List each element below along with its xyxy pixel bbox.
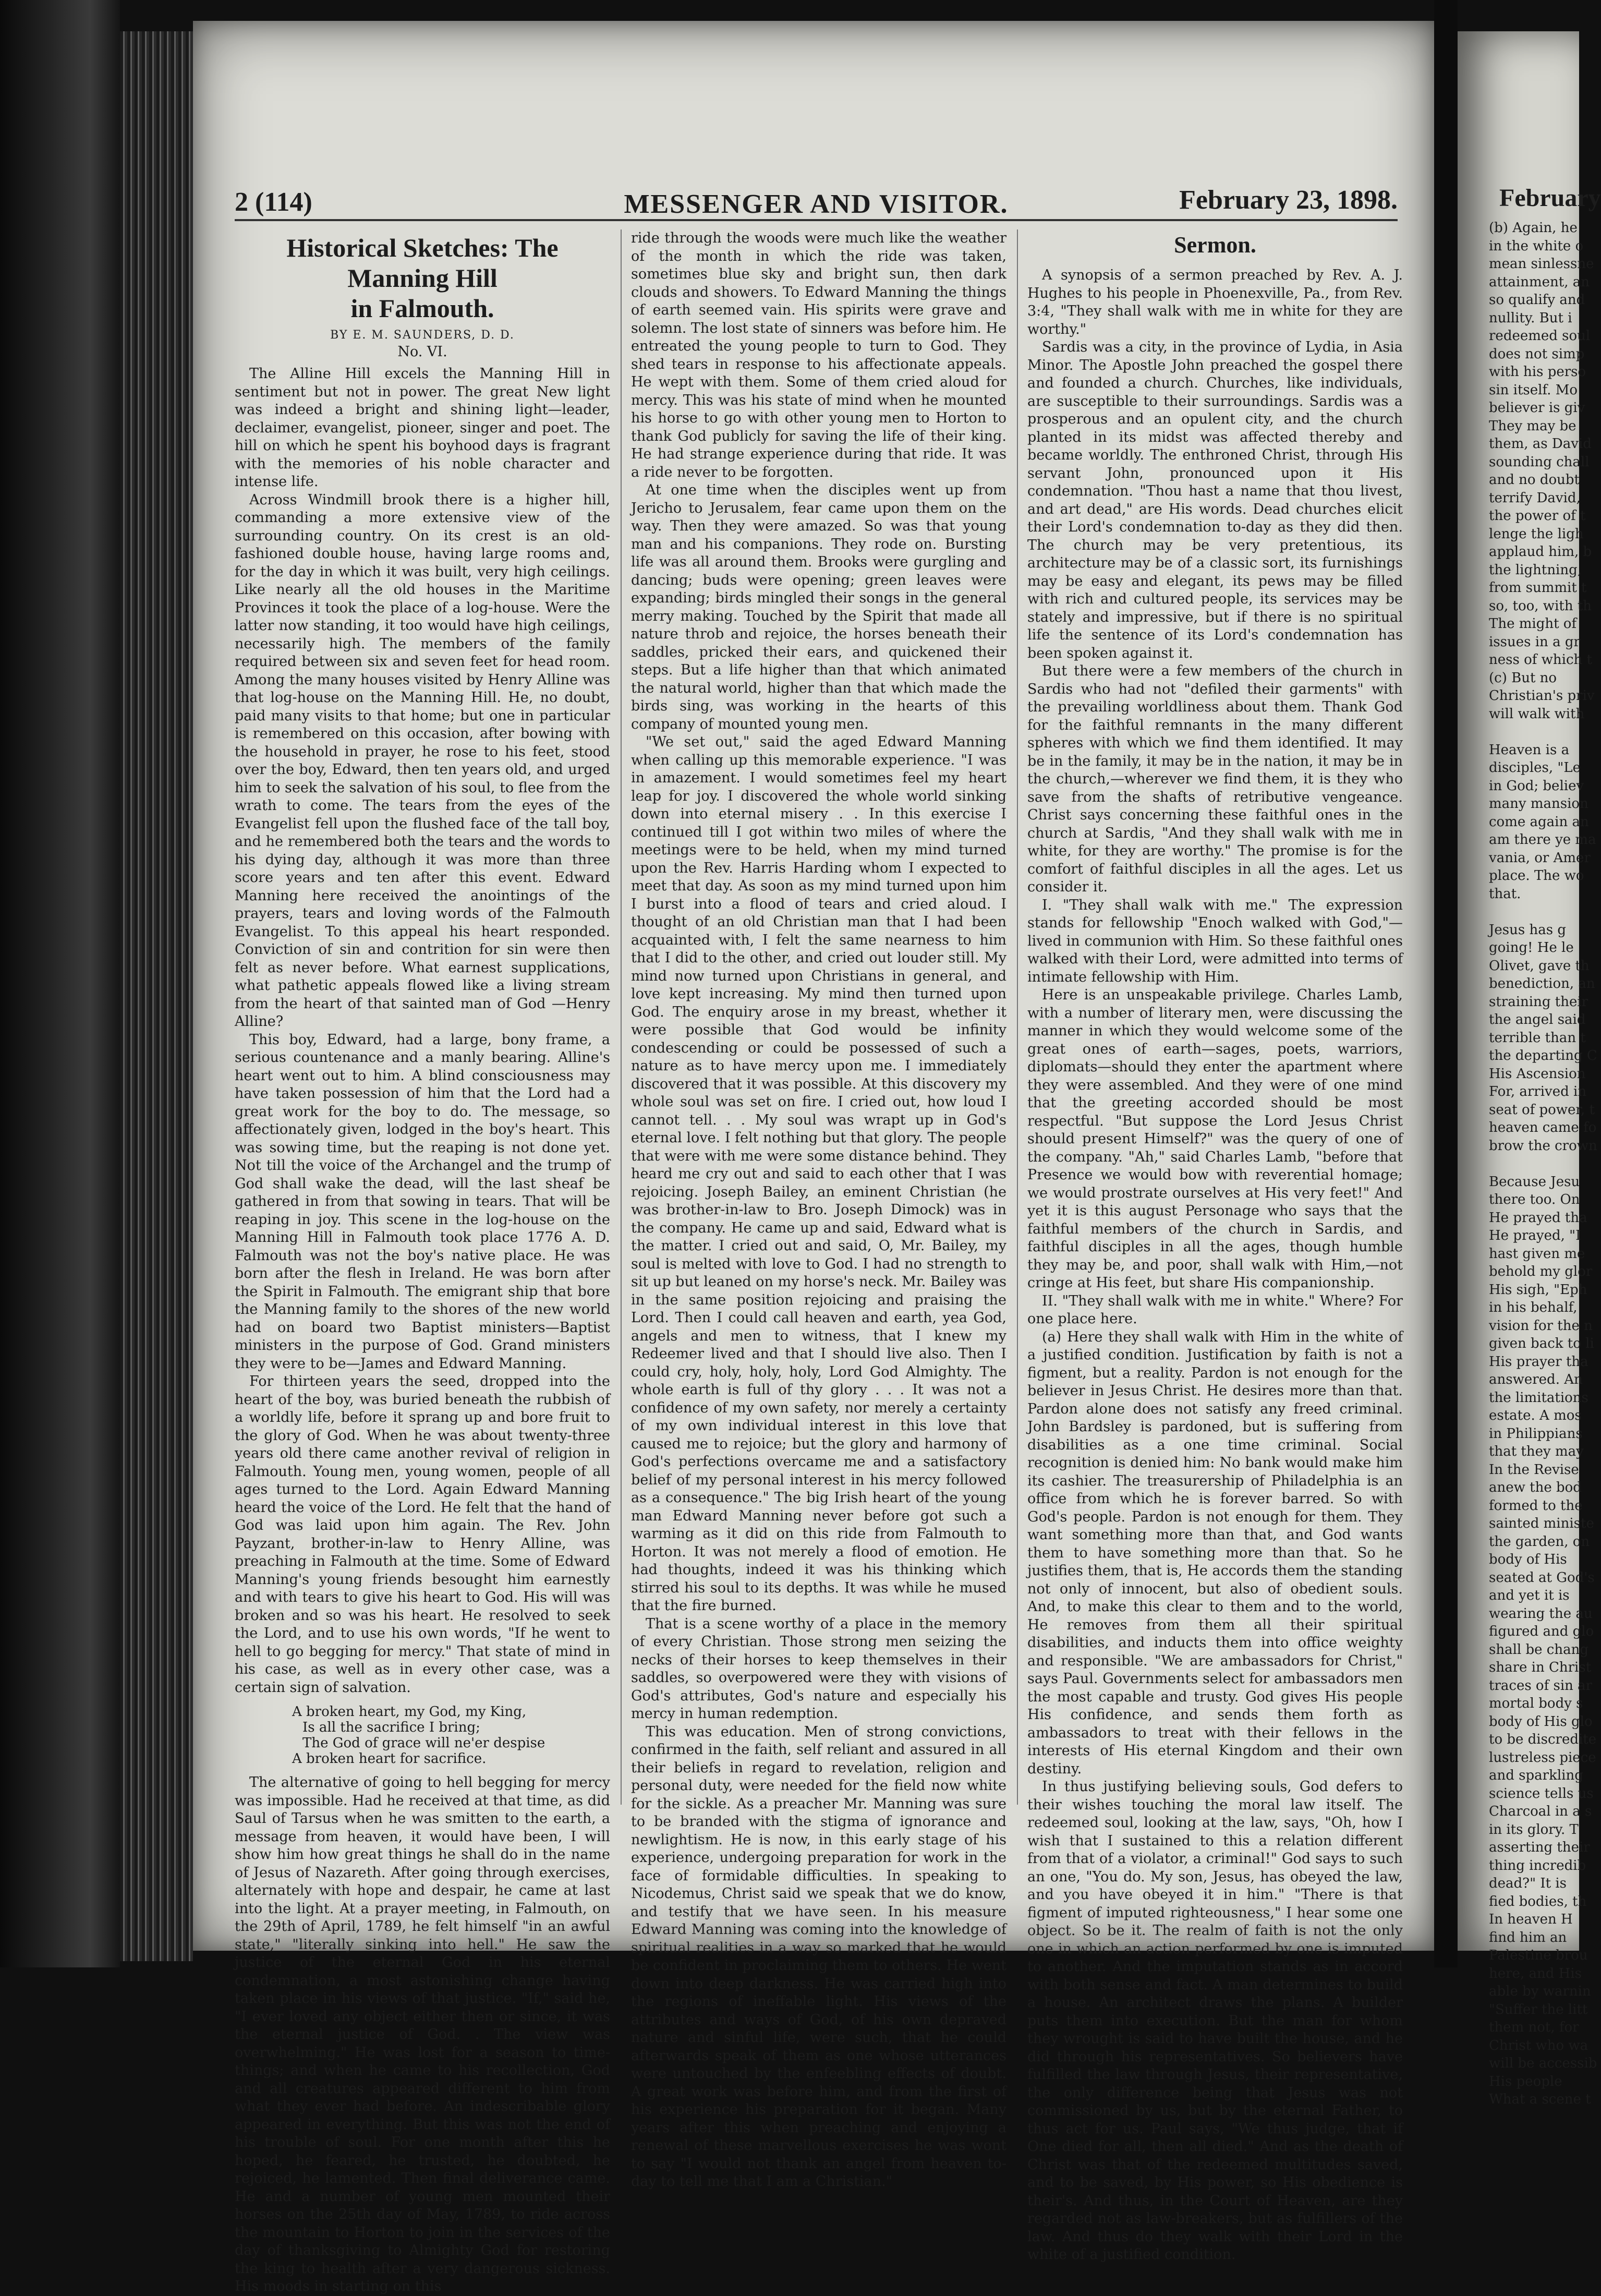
adjacent-page-line: lustreless piece	[1489, 1749, 1596, 1766]
adjacent-page-line: am there ye ma	[1489, 832, 1596, 848]
adjacent-page-line: vania, or Amer	[1489, 850, 1591, 866]
paragraph: Sardis was a city, in the province of Lydia, in Asia Minor. The Apostle John preached the gospel there and founded a church. Churches, like individuals, are susceptible to their surroundings. Sardis was a prosperous and an opulent city, and the church planted in its midst was affected thereby and became worldly. The enthroned Christ, through His servant John, pronounced upon it His condemnation. "Thou hast a name that thou livest, and art dead," are His words. Dead churches elicit their Lord's condemnation to-day as they did then. The church may be very pretentious, its architecture may be of a classic sort, its furnishings may be easy and elegant, its pews may be filled with rich and cultured people, its services may be stately and impressive, but if there is no spiritual life the sentence of its Lord's condemnation has been spoken against it.	[1027, 339, 1403, 661]
adjacent-page-line: body of His	[1489, 1552, 1567, 1567]
verse-line: Is all the sacrifice I bring;	[302, 1720, 480, 1735]
page-header	[235, 177, 1398, 224]
adjacent-page-line: His Ascension	[1489, 1066, 1586, 1082]
book-gutter	[0, 0, 120, 1967]
adjacent-page-header: February	[1499, 184, 1601, 212]
adjacent-page-column	[1489, 219, 1597, 2109]
adjacent-page-line: He prayed tha	[1489, 1210, 1587, 1226]
adjacent-page-line: mean sinlessne	[1489, 256, 1594, 272]
adjacent-page-line: ness of which t	[1489, 652, 1592, 668]
adjacent-page-line: answered. An	[1489, 1372, 1583, 1387]
article-title	[235, 233, 610, 323]
paragraph: Here is an unspeakable privilege. Charles Lamb, with a number of literary men, were discussing the manner in which they would welcome some of the great ones of earth—sages, poets, warriors, diplomats—should they enter the apartment where they were assembled. And they were of one mind that the greeting accorded should be most respectful. "But suppose the Lord Jesus Christ should present Himself?" was the query of one of the company. "Ah," said Charles Lamb, "before that Presence we would bow with reverential homage; we would prostrate ourselves at His very feet!" And yet it is this august Personage who says that the faithful members of the church in Sardis, and faithful disciples in all the ages, though humble they may be, and poor, shall walk with Him,—not cringe at His feet, but share His companionship.	[1027, 987, 1403, 1291]
article-title-line: Historical Sketches: The Manning Hill	[286, 233, 559, 293]
adjacent-page-line: Charcoal in a s	[1489, 1804, 1592, 1819]
adjacent-page-line: His prayer tha	[1489, 1354, 1588, 1370]
adjacent-page-line: sainted ministe	[1489, 1516, 1594, 1531]
adjacent-page-line: sin itself. Mo	[1489, 382, 1578, 398]
adjacent-page-line: the power of t	[1489, 508, 1586, 524]
adjacent-page-line: in God; believ	[1489, 778, 1584, 794]
adjacent-page-line: lenge the ligh	[1489, 526, 1584, 542]
adjacent-page-line: that.	[1489, 886, 1521, 902]
verse-line: A broken heart, my God, my King,	[292, 1704, 527, 1720]
adjacent-page-line: the garden, on	[1489, 1533, 1590, 1550]
adjacent-page-line: asserting their	[1489, 1840, 1590, 1855]
adjacent-page-line: Christian's priv	[1489, 688, 1595, 704]
adjacent-page-line	[1489, 903, 1580, 921]
adjacent-page-line: able by warnin	[1489, 1984, 1591, 1999]
adjacent-page-line: What a scene t	[1489, 2092, 1591, 2107]
adjacent-page-line: His sigh, "Eph	[1489, 1282, 1587, 1298]
hymn-verse	[292, 1704, 610, 1767]
adjacent-page-line: disciples, "Le	[1489, 760, 1581, 776]
paragraph: In thus justifying believing souls, God defers to their wishes touching the moral law itself. The redeemed soul, looking at the law, says, "Oh, how I wish that I sustained to this a relation different from that of a violator, a criminal!" God says to such an one, "You do. My son, Jesus, has obeyed the law, and you have obeyed it in him." "There is that figment of imputed righteousness," I hear some one object. So be it. The realm of faith is not the only one in which an action performed by one is imputed to another. And the imputation stands as in accord with both sense and fact. A man determines to build a house. An architect draws the plans. A builder puts them into execution. But the man for whom they wrought is said to have built the house, and he did through his representatives. So believers have fulfilled the law through Jesus, their representative, the only difference being that Jesus was not commissioned by us, but by the eternal Father, to thus act for us. Paul says, "We thus judge, that if One died for all, then all died." And as the death of Christ was that of the redeemed multitudes saved, and to be saved, by His power, so His obedience is their's. And thus, in the Court of Heaven, are they regarded not as law-breakers, but as fulfillers of the law. And thus do they walk with their Lord in the white of a justified condition.	[1027, 1779, 1403, 2263]
paragraph: But there were a few members of the church in Sardis who had not "defiled their garments" with the prevailing worldliness about them. Thank God for the faithful remnants in the many different spheres with which we find them identified. It may be in the family, it may be in the nation, it may be in the church,—wherever we find them, it is they who save from the shafts of retributive vengeance. Christ says concerning these faithful ones in the church at Sardis, "And they shall walk with me in white, for they are worthy." The promise is for the comfort of faithful disciples in all the ages. Let us consider it.	[1027, 663, 1403, 895]
adjacent-page-line: Palestine brou	[1489, 1948, 1588, 1963]
adjacent-page-line: shall be chang	[1489, 1641, 1588, 1658]
adjacent-page-line: given back to li	[1489, 1336, 1594, 1351]
adjacent-page-line: mortal body s	[1489, 1696, 1583, 1711]
column-3	[1027, 229, 1403, 2263]
adjacent-page-line: believer is giv	[1489, 400, 1585, 416]
adjacent-page-line: here, and His	[1489, 1965, 1582, 1981]
paragraph: (a) Here they shall walk with Him in the white of a justified condition. Justification by faith is not a figment, but a reality. Pardon is not enough for the believer in Jesus Christ. He desires more than that. Pardon alone does not satisfy any freed criminal. John Bardsley is pardoned, but is suffering from disabilities as a one time criminal. Social recognition is denied him: No bank would make him its cashier. The treasurership of Philadelphia is an office from which he is forever barred. So with God's people. Pardon is not enough for them. They want something more than that, and God wants them to have something more than that. So he justifies them, that is, He accords them the standing not only of innocent, but also of obedient souls. And, to make this clear to them and to the world, He removes from them all their spiritual disabilities, and inducts them into office weighty and responsible. "We are ambassadors for Christ," says Paul. Governments select for ambassadors men the most capable and trusty. God gives His people His confidence, and sends them forth as ambassadors to treat with their fellows in the interests of His eternal Kingdom and their own destiny.	[1027, 1328, 1403, 1777]
adjacent-page-line: (b) Again, he	[1489, 220, 1578, 236]
masthead-title: MESSENGER AND VISITOR.	[624, 189, 1009, 219]
adjacent-page-line: the departing C	[1489, 1048, 1597, 1064]
adjacent-page-line: terrible than t	[1489, 1030, 1586, 1046]
adjacent-page-line: brow the crown	[1489, 1138, 1597, 1154]
adjacent-page-line: terrify David,	[1489, 490, 1581, 506]
adjacent-page-line: the angel said	[1489, 1012, 1586, 1028]
adjacent-page-line: Because Jesu	[1489, 1174, 1580, 1190]
adjacent-page-line: and sparkling	[1489, 1768, 1583, 1783]
adjacent-page-line: place. The wo	[1489, 868, 1584, 884]
adjacent-page-line: dead?" It is	[1489, 1876, 1567, 1891]
adjacent-page-line: in his behalf,	[1489, 1300, 1578, 1315]
adjacent-page-line: in its glory. T	[1489, 1821, 1579, 1838]
adjacent-page-line: heaven came fo	[1489, 1120, 1597, 1135]
adjacent-page-line	[1489, 723, 1580, 741]
page-number: 2 (114)	[235, 187, 312, 217]
adjacent-page-line: so qualify and	[1489, 292, 1585, 308]
adjacent-page-line: many mansion	[1489, 796, 1588, 812]
adjacent-page-line: behold my glor	[1489, 1264, 1593, 1279]
adjacent-page-line: fied bodies, th	[1489, 1893, 1587, 1910]
adjacent-page-line: hast given me	[1489, 1246, 1585, 1262]
sermon-title: Sermon.	[1174, 232, 1256, 258]
paragraph: The Alline Hill excels the Manning Hill in sentiment but not in power. The great New light was indeed a bright and shining light—leader, declaimer, evangelist, pioneer, singer and poet. The hill on which he spent his boyhood days is fragrant with the memories of his noble character and intense life.	[235, 366, 610, 490]
article-title-line: in Falmouth.	[350, 294, 494, 323]
adjacent-page-line: and no doubt	[1489, 472, 1580, 488]
column-2	[631, 229, 1006, 2190]
paragraph: A synopsis of a sermon preached by Rev. A. J. Hughes to his people in Phoenexville, Pa., from Rev. 3:4, "They shall walk with me in white for they are worthy."	[1027, 267, 1403, 337]
adjacent-page-line: nullity. But i	[1489, 310, 1572, 326]
adjacent-page	[1458, 31, 1601, 2107]
adjacent-page-line: come again an	[1489, 814, 1589, 830]
adjacent-page-line: For, arrived in	[1489, 1084, 1587, 1099]
adjacent-page-line: will walk with	[1489, 706, 1585, 722]
adjacent-page-line: vision for the n	[1489, 1318, 1593, 1334]
column-1	[235, 229, 610, 2294]
adjacent-page-line: them not, for	[1489, 2020, 1579, 2035]
adjacent-page-line: formed to the	[1489, 1497, 1583, 1514]
adjacent-page-line: the lightning,	[1489, 562, 1582, 578]
adjacent-page-line: Christ who wa	[1489, 2037, 1588, 2053]
adjacent-page-line: They may be	[1489, 418, 1576, 434]
adjacent-page-line: going! He le	[1489, 940, 1574, 956]
verse-line: A broken heart for sacrifice.	[292, 1751, 487, 1767]
adjacent-page-line: so, too, with th	[1489, 598, 1592, 614]
verse-line: The God of grace will ne'er despise	[302, 1735, 545, 1751]
article-part: No. VI.	[397, 344, 447, 360]
adjacent-page-line: In the Revise	[1489, 1461, 1579, 1478]
adjacent-page-line: the limitations	[1489, 1389, 1588, 1406]
adjacent-page-line: science tells us	[1489, 1785, 1594, 1802]
adjacent-page-line: that they may	[1489, 1444, 1584, 1459]
adjacent-page-line: The might of	[1489, 616, 1577, 632]
header-rule	[235, 219, 1398, 221]
adjacent-page-line: straining their	[1489, 994, 1588, 1010]
paragraph: I. "They shall walk with me." The expression stands for fellowship "Enoch walked with God,"—lived in communion with Him. So these faithful ones walked with their Lord, were admitted into terms of intimate fellowship with Him.	[1027, 897, 1403, 985]
adjacent-page-line: seated at God's	[1489, 1569, 1595, 1586]
paragraph: At one time when the disciples went up from Jericho to Jerusalem, fear came upon them on the way. Then they were amazed. So was that young man and his companions. They rode on. Bursting life was all around them. Brooks were gurgling and dancing; buds were opening; green leaves were expanding; birds mingled their songs in the general merry making. Touched by the Spirit that made all nature throb and rejoice, the horses beneath their saddles, pricked their ears, and quickened their steps. But a life higher than that which animated the natural world, higher than that which made the birds sing, was working in the hearts of this company of mounted young men.	[631, 482, 1006, 732]
adjacent-page-line: and yet it is	[1489, 1588, 1570, 1603]
column-divider	[621, 229, 622, 1805]
adjacent-page-line: to be discredite	[1489, 1732, 1597, 1747]
adjacent-page-line: wearing the au	[1489, 1605, 1593, 1622]
adjacent-page-line: does not simp	[1489, 346, 1585, 362]
adjacent-page-line: find him an	[1489, 1929, 1567, 1945]
adjacent-page-line: Heaven is a	[1489, 742, 1570, 758]
adjacent-page-line: redeemed soul	[1489, 328, 1591, 344]
adjacent-page-line: traces of sin ar	[1489, 1677, 1593, 1694]
paragraph: The alternative of going to hell begging for mercy was impossible. Had he received at that time, as did Saul of Tarsus when he was smitten to the earth, a message from heaven, it would have been, I will show him how great things he shall do in the name of Jesus of Nazareth. After going through exercises, alternately with hope and despair, he came at last into the light. At a prayer meeting, in Falmouth, on the 29th of April, 1789, he felt himself "in an awful state," "literally sinking into hell." He saw the justice of the eternal God in his eternal condemnation, a most astonishing change having taken place in his views of that justice. "If," said he, "I ever loved any object either then or since, it was the eternal justice of God. . The view was overwhelming." He was lost for a season to time-things; and when he came to his recollection, God and all creatures appeared different to him from what they ever had before. An indescribable glory appeared in everything. But this was not the end of his trouble of soul. For one month after this he hoped, he feared, he trusted, he doubted, he rejoiced, he lamented. Then final deliverance came. He and a number of young men mounted their horses on the 25th day of May, 1789, to ride across the mountain to Horton to join in the services of the day of thanksgiving to Almighty God for restoring the king to health after a very dangerous sickness. His moods in starting on this	[235, 1774, 610, 2294]
adjacent-page-line: figured and glo	[1489, 1624, 1594, 1639]
adjacent-page-line: with his perso	[1489, 364, 1586, 380]
adjacent-page-line: He prayed, "I	[1489, 1228, 1581, 1243]
adjacent-page-line: thing incredib	[1489, 1857, 1586, 1874]
adjacent-page-line: in the white o	[1489, 238, 1584, 254]
adjacent-page-line: applaud him, b	[1489, 544, 1592, 560]
adjacent-page-line: Jesus has g	[1489, 922, 1567, 938]
column-divider	[1017, 229, 1018, 1805]
adjacent-page-line: seat of power, t	[1489, 1102, 1595, 1118]
paragraph: "We set out," said the aged Edward Manning when calling up this memorable experience. "I was in amazement. I would sometimes feel my heart leap for joy. I discovered the whole world sinking down into eternal misery . . In this exercise I continued till I got within two miles of where the meetings were to be held, when my mind turned upon the Rev. Harris Harding whom I expected to meet that day. As soon as my mind turned upon him I burst into a flood of tears and cried aloud. I thought of an old Christian man that I had been acquainted with, I felt the same nearness to him that I did to the other, and cried out louder still. My mind now turned upon Christians in general, and love kept increasing. My mind then turned upon God. The enquiry arose in my breast, whether it were possible that God would be infinity condescending or could be possessed of such a nature as to have mercy upon me. I immediately discovered that it was possible. At this discovery my whole soul was set on fire. I cried out, how loud I cannot tell. . . My soul was wrapt up in God's eternal love. I felt nothing but that glory. The people that were with me were some distance behind. They heard me cry out and said to each other that I was rejoicing. Joseph Bailey, an eminent Christian (he was brother-in-law to Bro. Joseph Dimock) was in the company. He came up and said, Edward what is the matter. I cried out and said, O, Mr. Bailey, my soul is melted with love to God. I had no strength to sit up but leaned on my horse's neck. Mr. Bailey was in the same position rejoicing and praising the Lord. Then I could call heaven and earth, yea God, angels and men to witness, that I knew my Redeemer lived and that I should live also. Then I could cry, holy, holy, holy, Lord God Almighty. The whole earth is full of thy glory . . . It was not a confidence of my own safety, nor merely a certainty of my own individual interest in this love that caused me to rejoice; but the glory and harmony of God's perfections overcame me and a satisfactory belief of my personal interest in his mercy followed as a consequence." The big Irish heart of the young man Edward Manning never before got such a warming as it did on this ride from Falmouth to Horton. It was not merely a flood of emotion. He had thoughts, indeed it was his thinking which stirred his soul to its depths. It was while he mused that the fire burned.	[631, 734, 1006, 1614]
adjacent-page-line: will be accessib	[1489, 2056, 1597, 2071]
paragraph: That is a scene worthy of a place in the memory of every Christian. Those strong men seizing the necks of their horses to keep themselves in their saddles, so overpowered were they with visions of God's attributes, God's nature and especially his mercy in human redemption.	[631, 1615, 1006, 1722]
adjacent-page-line: Olivet, gave th	[1489, 958, 1590, 974]
paragraph: Across Windmill brook there is a higher hill, commanding a more extensive view of the surrounding country. On its crest is an old-fashioned double house, having large rooms and, for the day in which it was built, very high ceilings. Like nearly all the old houses in the Maritime Provinces it took the place of a log-house. Were the latter now standing, it too would have high ceilings, necessarily high. The members of the family required between six and seven feet for head room. Among the many houses visited by Henry Alline was that log-house on the Manning Hill. He, no doubt, paid many visits to that home; but one in particular is remembered on this occasion, after bowing with the household in prayer, he rose to his feet, stood over the boy, Edward, then ten years old, and urged him to seek the salvation of his soul, to flee from the wrath to come. The tears from the eyes of the Evangelist fell upon the flushed face of the tall boy, and he remembered both the tears and the words to his dying day, although it was more than three score years and ten after this event. Edward Manning here received the anointings of the prayers, tears and loving words of the Falmouth Evangelist. To this appeal his heart responded. Conviction of sin and contrition for sin were then felt as never before. What earnest supplications, what pathetic appeals flowed like a living stream from the heart of that sainted man of God —Henry Alline?	[235, 491, 610, 1030]
adjacent-page-line: there too. On	[1489, 1192, 1580, 1207]
newspaper-page	[193, 21, 1434, 2294]
adjacent-page-line: them, as David	[1489, 436, 1592, 452]
article-byline: BY E. M. SAUNDERS, D. D.	[330, 329, 515, 342]
paragraph: II. "They shall walk with me in white." Where? For one place here.	[1027, 1292, 1403, 1327]
paragraph: This was education. Men of strong convictions, confirmed in the faith, self reliant and assured in all their beliefs in regard to revelation, religion and personal duty, were needed for the field now white for the sickle. As a preacher Mr. Manning was sure to be branded with the stigma of ignorance and newlightism. He is now, in this early stage of his experience, undergoing preparation for work in the face of formidable difficulties. In speaking to Nicodemus, Christ said we speak that we do know, and testify that we have seen. In his measure Edward Manning was coming into the knowledge of spiritual realities in a way so marked that he would be confident in proclaiming them to others. He went down into deep darkness. He was carried high into the regions of ineffable light. His views of the attributes and ways of God, of his own depraved nature and sinful life, were such, that he could afterwards speak of them as one whose utterances were untouched by the enfeebling effects of doubt. A great work was before him, and from the first of his experience his preparation for it began. Many years after this when preaching and enjoying a renewal of these marvellous exercises he was wont to say "I would not thank an angel from heaven to-day to tell me that I am a Christian."	[631, 1723, 1006, 2190]
adjacent-page-line: sounding chall	[1489, 454, 1590, 470]
adjacent-page-line: His people	[1489, 2073, 1562, 2089]
adjacent-page-line: body of His glo	[1489, 1713, 1593, 1730]
paragraph: For thirteen years the seed, dropped into the heart of the boy, was buried beneath the rubbish of a worldly life, before it sprang up and bore fruit to the glory of God. When he was about twenty-three years old there came another revival of religion in Falmouth. Young men, young women, people of all ages turned to the Lord. Again Edward Manning heard the voice of the Lord. He felt that the hand of God was laid upon him again. The Rev. John Payzant, brother-in-law to Henry Alline, was preaching in Falmouth at the time. Some of Edward Manning's young friends besought him earnestly and with tears to give his heart to God. His will was broken and so was his heart. He resolved to seek the Lord, and to use his own words, "If he went to hell to go begging for mercy." That state of mind in his case, as well as in every other case, was a certain sign of salvation.	[235, 1373, 610, 1696]
paragraph: ride through the woods were much like the weather of the month in which the ride was taken, sometimes blue sky and bright sun, then dark clouds and showers. To Edward Manning the things of earth seemed vain. His spirits were grave and solemn. The lost state of sinners was before him. He entreated the young people to turn to God. They shed tears in response to his affectionate appeals. He wept with them. Some of them cried aloud for mercy. This was his state of mind when he mounted his horse to go with other young men to Horton to thank God publicly for saving the life of their king. He had strange experience during that ride. It was a ride never to be forgotten.	[631, 230, 1006, 480]
adjacent-page-line	[1489, 1155, 1580, 1173]
adjacent-page-line: anew the bod	[1489, 1480, 1582, 1495]
adjacent-page-line: benediction, an	[1489, 976, 1595, 992]
page-edges	[120, 31, 193, 1961]
adjacent-page-line: estate. A mos	[1489, 1408, 1582, 1423]
adjacent-page-line: (c) But no	[1489, 670, 1557, 686]
adjacent-page-line: issues in a gr	[1489, 634, 1580, 650]
adjacent-page-line: share in Christ	[1489, 1660, 1592, 1675]
adjacent-page-line: In heaven H	[1489, 1912, 1573, 1927]
adjacent-page-line: "Suffer the litt	[1489, 2001, 1588, 2017]
paragraph: This boy, Edward, had a large, bony frame, a serious countenance and a manly bearing. Alline's heart went out to him. A blind consciousness may have taken possession of him that the Lord had a great work for the boy to do. The message, so affectionately given, lodged in the boy's heart. This was sowing time, but the reaping is not done yet. Not till the voice of the Archangel and the trump of God shall wake the dead, will the last sheaf be gathered in from that sowing in tears. That will be reaping in joy. This scene in the log-house on the Manning Hill in Falmouth took place 1776 A. D. Falmouth was not the boy's native place. He was born after the flesh in Ireland. He was born after the Spirit in Falmouth. The emigrant ship that bore the Manning family to the shores of the new world had on board two Baptist ministers—Baptist ministers in the purpose of God. Grand ministers they were to be—James and Edward Manning.	[235, 1031, 610, 1372]
adjacent-page-line: in Philippians	[1489, 1425, 1583, 1442]
adjacent-page-line: from summit t	[1489, 580, 1587, 596]
page-gap	[1434, 0, 1458, 1967]
adjacent-page-line: attainment, an	[1489, 274, 1590, 290]
issue-date: February 23, 1898.	[1179, 185, 1398, 215]
